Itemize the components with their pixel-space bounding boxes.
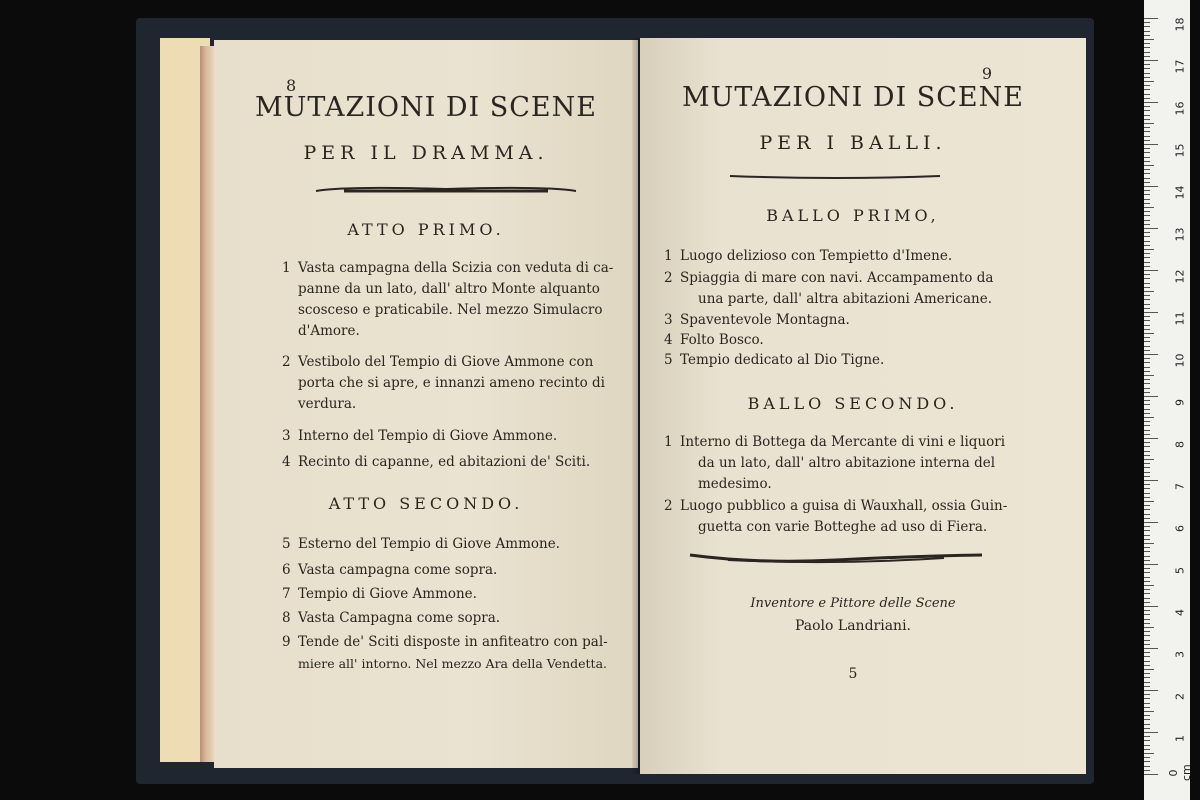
ruler-mark: 14 xyxy=(1173,185,1187,200)
ruler-tick xyxy=(1144,396,1158,397)
ruler-mark: 18 xyxy=(1173,17,1187,32)
ruler-tick xyxy=(1144,694,1150,695)
scene-item xyxy=(664,268,1044,310)
ruler-tick xyxy=(1144,598,1150,599)
ruler-tick xyxy=(1144,631,1150,632)
ruler-tick xyxy=(1144,673,1150,674)
ruler-tick xyxy=(1144,257,1150,258)
ruler-tick xyxy=(1144,404,1150,405)
ruler-tick xyxy=(1144,707,1150,708)
ruler-tick xyxy=(1144,400,1150,401)
ruler-tick xyxy=(1144,26,1150,27)
ruler-tick xyxy=(1144,47,1150,48)
ruler-tick xyxy=(1144,291,1154,292)
item-line: Spiaggia di mare con navi. Accampamento da xyxy=(680,270,994,286)
item-number: 5 xyxy=(282,536,291,552)
item-number: 5 xyxy=(664,352,673,368)
ruler-tick xyxy=(1144,652,1150,653)
ruler-tick xyxy=(1144,350,1150,351)
ruler-tick xyxy=(1144,94,1150,95)
ruler-tick xyxy=(1144,728,1150,729)
ruler-tick xyxy=(1144,497,1150,498)
ruler-tick xyxy=(1144,640,1150,641)
ruler-tick xyxy=(1144,295,1150,296)
ruler-tick xyxy=(1144,77,1150,78)
item-line: Tempio di Giove Ammone. xyxy=(298,586,477,602)
ruler-tick xyxy=(1144,274,1150,275)
act-heading: ATTO PRIMO. xyxy=(347,220,505,239)
ruler-tick xyxy=(1144,119,1150,120)
ruler-tick xyxy=(1144,514,1150,515)
ruler-tick xyxy=(1144,518,1150,519)
ornamental-rule xyxy=(728,172,942,180)
item-line: una parte, dall' altra abitazioni Americane. xyxy=(698,291,993,307)
ruler-tick xyxy=(1144,278,1150,279)
ruler-mark: 10 xyxy=(1173,353,1187,368)
ruler-tick xyxy=(1144,115,1150,116)
item-line: Esterno del Tempio di Giove Ammone. xyxy=(298,536,560,552)
ruler-tick xyxy=(1144,199,1150,200)
act-heading: ATTO SECONDO. xyxy=(328,494,524,513)
ruler-tick xyxy=(1144,123,1154,124)
ruler-tick xyxy=(1144,249,1154,250)
credit-role: Inventore e Pittore delle Scene xyxy=(750,596,956,611)
item-number: 3 xyxy=(282,428,291,444)
ruler-tick xyxy=(1144,715,1150,716)
item-number: 7 xyxy=(282,586,291,602)
ruler-tick xyxy=(1144,757,1150,758)
scene-item xyxy=(282,608,632,629)
ruler-tick xyxy=(1144,337,1150,338)
item-number: 2 xyxy=(664,270,673,286)
page-subtitle: PER IL DRAMMA. xyxy=(303,142,549,164)
right-page xyxy=(640,38,1086,774)
ruler-tick xyxy=(1144,585,1154,586)
ruler-tick xyxy=(1144,446,1150,447)
ruler-tick xyxy=(1144,207,1154,208)
ruler-tick xyxy=(1144,577,1150,578)
ruler-tick xyxy=(1144,509,1150,510)
ruler-tick xyxy=(1144,526,1150,527)
ruler-tick xyxy=(1144,18,1158,19)
ruler-tick xyxy=(1144,333,1154,334)
ruler-tick xyxy=(1144,81,1154,82)
ruler-tick xyxy=(1144,43,1150,44)
ruler-tick xyxy=(1144,463,1150,464)
scene-item xyxy=(664,310,1044,331)
ruler-tick xyxy=(1144,152,1150,153)
item-line: Spaventevole Montagna. xyxy=(680,312,850,328)
ruler-tick xyxy=(1144,766,1150,767)
ruler-tick xyxy=(1144,228,1158,229)
ruler-tick xyxy=(1144,413,1150,414)
ruler-tick xyxy=(1144,308,1150,309)
ruler-tick xyxy=(1144,606,1158,607)
ruler-tick xyxy=(1144,73,1150,74)
measuring-ruler xyxy=(1144,0,1193,800)
ruler-mark: 6 xyxy=(1173,525,1187,532)
ruler-tick xyxy=(1144,686,1150,687)
ruler-tick xyxy=(1144,581,1150,582)
ruler-tick xyxy=(1144,341,1150,342)
ruler-tick xyxy=(1144,476,1150,477)
scene-item xyxy=(282,584,632,605)
ruler-tick xyxy=(1144,354,1158,355)
ruler-tick xyxy=(1144,568,1150,569)
ruler-tick xyxy=(1144,22,1150,23)
item-line: panne da un lato, dall' altro Monte alquanto xyxy=(298,281,600,297)
ruler-tick xyxy=(1144,648,1158,649)
ruler-tick xyxy=(1144,719,1150,720)
scene-item xyxy=(282,534,632,555)
item-number: 4 xyxy=(664,332,673,348)
ruler-tick xyxy=(1144,262,1150,263)
ruler-tick xyxy=(1144,677,1150,678)
page-edges xyxy=(200,46,214,762)
ruler-tick xyxy=(1144,161,1150,162)
ruler-tick xyxy=(1144,304,1150,305)
ruler-tick xyxy=(1144,501,1154,502)
ballo-heading: BALLO SECONDO. xyxy=(747,394,959,413)
ruler-tick xyxy=(1144,89,1150,90)
ruler-tick xyxy=(1144,64,1150,65)
ruler-mark: 15 xyxy=(1173,143,1187,158)
ruler-tick xyxy=(1144,488,1150,489)
ruler-tick xyxy=(1144,522,1158,523)
ruler-tick xyxy=(1144,745,1150,746)
page-number: 8 xyxy=(286,76,297,95)
scene-item xyxy=(664,350,1044,371)
ruler-tick xyxy=(1144,173,1150,174)
ruler-tick xyxy=(1144,220,1150,221)
ruler-tick xyxy=(1144,656,1150,657)
ruler-tick xyxy=(1144,472,1150,473)
ruler-tick xyxy=(1144,375,1154,376)
ruler-tick xyxy=(1144,140,1150,141)
scene-item xyxy=(282,452,632,473)
ruler-tick xyxy=(1144,358,1150,359)
ruler-tick xyxy=(1144,215,1150,216)
ruler-tick xyxy=(1144,68,1150,69)
item-line: guetta con varie Botteghe ad uso di Fiera. xyxy=(698,519,988,535)
item-number: 2 xyxy=(664,498,673,514)
ruler-tick xyxy=(1144,157,1150,158)
ruler-mark: 1 xyxy=(1173,735,1187,742)
ruler-tick xyxy=(1144,283,1150,284)
ruler-tick xyxy=(1144,644,1150,645)
ruler-tick xyxy=(1144,367,1150,368)
scene-item xyxy=(282,258,632,342)
item-number: 1 xyxy=(282,260,291,276)
ruler-tick xyxy=(1144,60,1158,61)
item-number: 1 xyxy=(664,248,673,264)
scene-item xyxy=(282,352,632,415)
ruler-tick xyxy=(1144,379,1150,380)
ruler-tick xyxy=(1144,761,1150,762)
ruler-mark: 7 xyxy=(1173,483,1187,490)
ruler-tick xyxy=(1144,749,1150,750)
ruler-tick xyxy=(1144,627,1154,628)
ruler-tick xyxy=(1144,614,1150,615)
item-number: 4 xyxy=(282,454,291,470)
scene-item xyxy=(664,432,1056,495)
ruler-tick xyxy=(1144,203,1150,204)
ruler-tick xyxy=(1144,551,1150,552)
scene-item xyxy=(282,560,632,581)
ruler-tick xyxy=(1144,480,1158,481)
item-line: Luogo pubblico a guisa di Wauxhall, ossia Guin- xyxy=(680,498,1008,514)
item-line: Vasta campagna della Scizia con veduta di ca- xyxy=(298,260,614,276)
item-number: 6 xyxy=(282,562,291,578)
ruler-tick xyxy=(1144,434,1150,435)
ruler-tick xyxy=(1144,610,1150,611)
item-line: Luogo delizioso con Tempietto d'Imene. xyxy=(680,248,953,264)
scene-item xyxy=(282,632,634,674)
credit-name: Paolo Landriani. xyxy=(794,618,911,634)
ruler-tick xyxy=(1144,245,1150,246)
item-line: Recinto di capanne, ed abitazioni de' Sciti. xyxy=(298,454,591,470)
ruler-tick xyxy=(1144,182,1150,183)
ruler-tick xyxy=(1144,241,1150,242)
item-line: da un lato, dall' altro abitazione interna del xyxy=(698,455,996,471)
ruler-tick xyxy=(1144,392,1150,393)
ruler-tick xyxy=(1144,438,1158,439)
ruler-tick xyxy=(1144,102,1158,103)
ruler-tick xyxy=(1144,110,1150,111)
page-subtitle: PER I BALLI. xyxy=(759,132,947,154)
ruler-tick xyxy=(1144,539,1150,540)
ruler-tick xyxy=(1144,186,1158,187)
ruler-tick xyxy=(1144,459,1154,460)
ruler-tick xyxy=(1144,127,1150,128)
ruler-tick xyxy=(1144,665,1150,666)
ruler-tick xyxy=(1144,564,1158,565)
ruler-tick xyxy=(1144,417,1154,418)
ruler-mark: 12 xyxy=(1173,269,1187,284)
ruler-tick xyxy=(1144,85,1150,86)
item-line: Vestibolo del Tempio di Giove Ammone con xyxy=(298,354,594,370)
page-title: MUTAZIONI DI SCENE xyxy=(682,82,1024,113)
ruler-tick xyxy=(1144,505,1150,506)
ruler-tick xyxy=(1144,266,1150,267)
ruler-tick xyxy=(1144,572,1150,573)
item-number: 2 xyxy=(282,354,291,370)
ruler-mark: 11 xyxy=(1173,311,1187,326)
ruler-tick xyxy=(1144,530,1150,531)
ruler-tick xyxy=(1144,484,1150,485)
ruler-tick xyxy=(1144,148,1150,149)
ruler-mark: 4 xyxy=(1173,609,1187,616)
ruler-tick xyxy=(1144,421,1150,422)
item-number: 8 xyxy=(282,610,291,626)
scene-item xyxy=(664,496,1056,538)
ruler-tick xyxy=(1144,224,1150,225)
ruler-tick xyxy=(1144,635,1150,636)
ruler-tick xyxy=(1144,39,1154,40)
ruler-tick xyxy=(1144,451,1150,452)
item-number: 3 xyxy=(664,312,673,328)
ruler-tick xyxy=(1144,31,1150,32)
ruler-tick xyxy=(1144,543,1154,544)
ruler-tick xyxy=(1144,774,1158,775)
item-line: Vasta Campagna come sopra. xyxy=(298,610,501,626)
ruler-tick xyxy=(1144,329,1150,330)
ruler-tick xyxy=(1144,740,1150,741)
item-line: verdura. xyxy=(298,396,357,412)
item-line: Tende de' Sciti disposte in anfiteatro con pal- xyxy=(298,634,608,650)
ruler-tick xyxy=(1144,753,1154,754)
ruler-mark: 13 xyxy=(1173,227,1187,242)
scene-item xyxy=(664,246,1044,267)
ruler-tick xyxy=(1144,144,1158,145)
ruler-tick xyxy=(1144,287,1150,288)
ruler-tick xyxy=(1144,736,1150,737)
ruler-tick xyxy=(1144,623,1150,624)
ruler-tick xyxy=(1144,362,1150,363)
ruler-tick xyxy=(1144,98,1150,99)
ruler-tick xyxy=(1144,770,1150,771)
ruler-tick xyxy=(1144,724,1150,725)
item-line: medesimo. xyxy=(698,476,772,492)
ruler-tick xyxy=(1144,732,1158,733)
ruler-tick xyxy=(1144,711,1154,712)
ruler-tick xyxy=(1144,178,1150,179)
ruler-tick xyxy=(1144,388,1150,389)
ruler-tick xyxy=(1144,430,1150,431)
ruler-mark: 17 xyxy=(1173,59,1187,74)
item-line: porta che si apre, e innanzi ameno recinto di xyxy=(298,375,605,391)
ruler-tick xyxy=(1144,299,1150,300)
ruler-mark: 5 xyxy=(1173,567,1187,574)
ruler-tick xyxy=(1144,211,1150,212)
left-page xyxy=(214,40,638,768)
ruler-tick xyxy=(1144,165,1154,166)
ornamental-rule xyxy=(688,552,984,566)
item-number: 9 xyxy=(282,634,291,650)
ruler-tick xyxy=(1144,169,1150,170)
ruler-tick xyxy=(1144,455,1150,456)
ruler-tick xyxy=(1144,593,1150,594)
scene-item xyxy=(282,426,632,447)
ruler-mark: 9 xyxy=(1173,399,1187,406)
ruler-tick xyxy=(1144,232,1150,233)
ruler-mark: 16 xyxy=(1173,101,1187,116)
ruler-tick xyxy=(1144,409,1150,410)
ruler-tick xyxy=(1144,703,1150,704)
item-line: scosceso e praticabile. Nel mezzo Simulacro xyxy=(298,302,603,318)
page-number: 9 xyxy=(981,64,992,83)
ruler-tick xyxy=(1144,371,1150,372)
ruler-tick xyxy=(1144,467,1150,468)
item-line: Vasta campagna come sopra. xyxy=(298,562,498,578)
ruler-tick xyxy=(1144,619,1150,620)
ruler-tick xyxy=(1144,136,1150,137)
item-line: Tempio dedicato al Dio Tigne. xyxy=(680,352,885,368)
ruler-tick xyxy=(1144,690,1158,691)
item-line: Interno di Bottega da Mercante di vini e liquori xyxy=(680,434,1006,450)
ruler-tick xyxy=(1144,270,1158,271)
ornamental-rule xyxy=(314,186,578,194)
ruler-tick xyxy=(1144,316,1150,317)
ruler-mark: 8 xyxy=(1173,441,1187,448)
ruler-tick xyxy=(1144,312,1158,313)
ruler-mark: 2 xyxy=(1173,693,1187,700)
signature-mark: 5 xyxy=(848,666,858,682)
ruler-tick xyxy=(1144,560,1150,561)
item-line: Folto Bosco. xyxy=(680,332,764,348)
ruler-tick xyxy=(1144,425,1150,426)
ruler-tick xyxy=(1144,325,1150,326)
ruler-tick xyxy=(1144,131,1150,132)
ruler-tick xyxy=(1144,346,1150,347)
ballo-heading: BALLO PRIMO, xyxy=(766,206,940,225)
ruler-tick xyxy=(1144,602,1150,603)
ruler-tick xyxy=(1144,493,1150,494)
ruler-tick xyxy=(1144,698,1150,699)
ruler-tick xyxy=(1144,547,1150,548)
ruler-tick xyxy=(1144,556,1150,557)
ruler-tick xyxy=(1144,682,1150,683)
item-line: Interno del Tempio di Giove Ammone. xyxy=(298,428,558,444)
ruler-tick xyxy=(1144,669,1154,670)
ruler-tick xyxy=(1144,383,1150,384)
page-title: MUTAZIONI DI SCENE xyxy=(255,92,597,123)
ruler-unit-label: 0 cm xyxy=(1167,764,1193,781)
ruler-tick xyxy=(1144,106,1150,107)
item-line: d'Amore. xyxy=(298,323,360,339)
ruler-tick xyxy=(1144,320,1150,321)
ruler-tick xyxy=(1144,253,1150,254)
ruler-tick xyxy=(1144,56,1150,57)
ruler-tick xyxy=(1144,589,1150,590)
ruler-tick xyxy=(1144,661,1150,662)
ruler-tick xyxy=(1144,236,1150,237)
ruler-tick xyxy=(1144,190,1150,191)
item-line: miere all' intorno. Nel mezzo Ara della Vendetta. xyxy=(298,656,608,671)
ruler-tick xyxy=(1144,442,1150,443)
item-number: 1 xyxy=(664,434,673,450)
ruler-tick xyxy=(1144,52,1150,53)
ruler-tick xyxy=(1144,535,1150,536)
ruler-mark: 3 xyxy=(1173,651,1187,658)
ruler-tick xyxy=(1144,35,1150,36)
ruler-tick xyxy=(1144,194,1150,195)
scene-item xyxy=(664,330,1044,351)
